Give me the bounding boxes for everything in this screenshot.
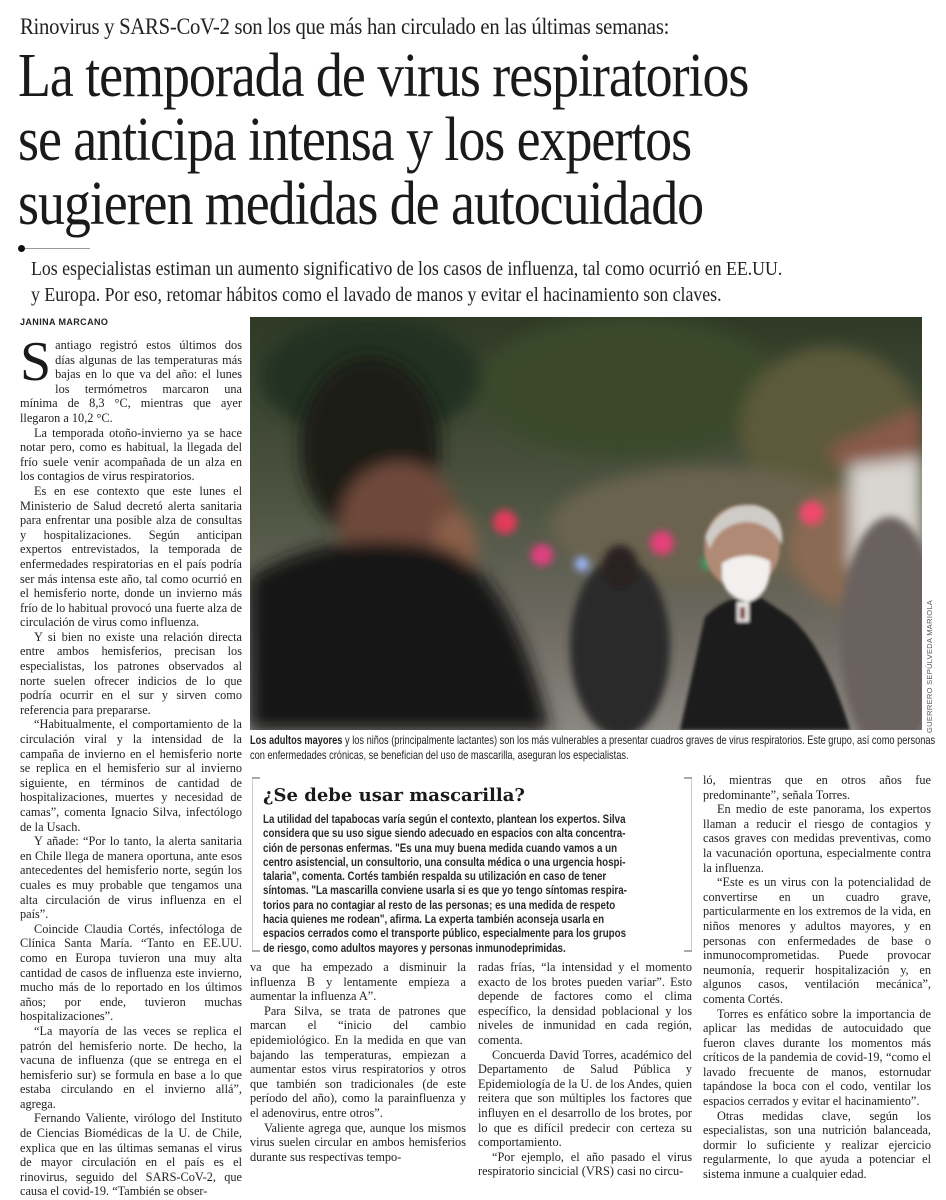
sidebar-body <box>263 812 687 955</box>
paragraph: va que ha empezado a disminuir la influenza B y lentamente empieza a aumentar la influenza A”. <box>250 960 466 1004</box>
paragraph: radas frías, “la intensidad y el momento exacto de los brotes pueden variar”. Esto depende de factores como el clima específico, la densidad poblacional y los niveles de inmunidad en cada región, comenta. <box>478 960 692 1047</box>
kicker: Rinovirus y SARS-CoV-2 son los que más han circulado en las últimas semanas: <box>20 14 670 39</box>
paragraph: Coincide Claudia Cortés, infectóloga de Clínica Santa María. “Tanto en EE.UU. como en Europa tuvieron una muy alta cantidad de casos de influenza este invierno, mucho más de lo reportado en los últimos años; por ende, tuvieron muchas hospitalizaciones”. <box>20 921 242 1024</box>
headline-line: La temporada de virus respiratorios <box>18 42 749 110</box>
paragraph: Concuerda David Torres, académico del Departamento de Salud Pública y Epidemiología de la U. de los Andes, quien reitera que son múltiples los factores que influyen en el desarrollo de los brotes, por lo que es difícil predecir con certeza su comportamiento. <box>478 1047 692 1150</box>
divider <box>25 248 90 249</box>
sidebar-line: síntomas. "La mascarilla conviene usarla si es que yo tengo síntomas respira- <box>263 883 627 898</box>
paragraph: En medio de este panorama, los expertos llaman a reducir el riesgo de contagios y casos graves con medidas preventivas, como la vacunación oportuna, especialmente contra la influenza. <box>703 802 931 875</box>
caption-lead: Los adultos mayores <box>250 733 343 747</box>
paragraph: Es en ese contexto que este lunes el Ministerio de Salud decretó alerta sanitaria para enfrentar una posible alza de consultas y hospitalizaciones. Según anticipan expertos entrevistados, la temporada de enfermedades respiratorias en el país podría ser más intensa este año, tal como ocurrió en el hemisferio norte, donde un invierno más frío de lo habitual provocó una fuerte alza de circulación de virus como influenza. <box>20 483 242 630</box>
body-column-2 <box>250 960 466 1164</box>
photo-illustration <box>250 317 922 730</box>
corner-mark <box>252 950 260 952</box>
deck-line: Los especialistas estiman un aumento significativo de los casos de influenza, tal como ocurrió en EE.UU. <box>31 258 783 280</box>
sidebar-line: La utilidad del tapabocas varía según el contexto, plantean los expertos. Silva <box>263 812 626 826</box>
sidebar-line: espacios cerrados como el transporte público, especialmente para los grupos <box>263 926 627 941</box>
corner-mark <box>252 777 260 779</box>
headline-line: sugieren medidas de autocuidado <box>18 170 704 238</box>
photo-caption <box>250 733 935 763</box>
deck <box>31 256 939 308</box>
paragraph: Para Silva, se trata de patrones que marcan el “inicio del cambio epidemiológico. En la medida en que van bajando las temperaturas, empiezan a aumentar estos virus respiratorios y otros que también son tradicionales (de este período del año), como la parainfluenza y el adenovirus, entre otros”. <box>250 1003 466 1120</box>
paragraph: Torres es enfático sobre la importancia de aplicar las medidas de autocuidado que fueron claves durante los momentos más críticos de la pandemia de covid-19, “como el lavado frecuente de manos, estornudar tapándose la boca con el codo, ventilar los espacios cerrados y evitar el hacinamiento”. <box>703 1006 931 1109</box>
caption-text: y los niños (principalmente lactantes) son los más vulnerables a presentar cuadros graves de virus respiratorios. Este grupo, así como personas con enfermedades crónicas, se benefician del uso de mascarilla, aseguran los especialistas. <box>250 733 936 762</box>
paragraph: “Por ejemplo, el año pasado el virus respiratorio sincicial (VRS) casi no circu- <box>478 1149 692 1179</box>
paragraph: Valiente agrega que, aunque los mismos virus suelen circular en ambos hemisferios durante sus respectivas tempo- <box>250 1120 466 1164</box>
headline-line: se anticipa intensa y los expertos <box>18 106 692 174</box>
paragraph: “La mayoría de las veces se replica el patrón del hemisferio norte. De hecho, la vacuna de influenza (que se entrega en el hemisferio sur) se formula en base a lo que estaba circulando en el invierno allá”, agrega. <box>20 1023 242 1111</box>
byline: JANINA MARCANO <box>20 317 109 327</box>
drop-cap: S <box>20 331 52 393</box>
body-column-3 <box>478 960 692 1179</box>
photo-credit: GUERRERO SEPÚLVEDA MARIOLA <box>925 599 934 733</box>
body-column-1 <box>20 331 242 1199</box>
paragraph: Y añade: “Por lo tanto, la alerta sanitaria en Chile llega de manera oportuna, ante esos antecedentes del hemisferio norte, según los cuales es muy probable que tengamos una alta circulación de virus influenza en el país”. <box>20 834 242 922</box>
paragraph: Fernando Valiente, virólogo del Instituto de Ciencias Biomédicas de la U. de Chile, explica que en las últimas semanas el virus de mayor circulación en el país es el rinovirus, seguido del SARS-CoV-2, que causa el covid-19. “También se obser- <box>20 1111 242 1199</box>
sidebar-line: de riesgo, como adultos mayores y personas inmunodeprimidas. <box>263 940 566 955</box>
headline <box>18 44 888 236</box>
paragraph: “Habitualmente, el comportamiento de la circulación viral y la intensidad de la campaña de invierno en el hemisferio norte se replica en el hemisferio sur al invierno siguiente, en términos de cantidad de hospitalizaciones, muertes y necesidad de camas”, comenta Ignacio Silva, infectólogo de la Usach. <box>20 717 242 834</box>
sidebar-box <box>252 777 692 955</box>
bullet-dot-icon <box>18 245 25 252</box>
sidebar-line: talaria", comenta. Cortés también respalda su utilización en caso de tener <box>263 869 607 884</box>
paragraph: Santiago registró estos últimos dos días algunas de las temperaturas más bajas en lo que va del año: el lunes los termómetros marcaron una mínima de 8,3 °C, mientras que ayer llegaron a 10,2 °C. <box>20 331 242 425</box>
sidebar-title: ¿Se debe usar mascarilla? <box>263 785 525 806</box>
paragraph: Otras medidas clave, según los especialistas, son una nutrición balanceada, dormir lo suficiente y realizar ejercicio regularmente, lo que ayuda a potenciar el sistema inmune a cualquier edad. <box>703 1108 931 1182</box>
body-column-4 <box>703 773 931 1182</box>
sidebar-line: torios para no contagiar al resto de las personas; es una medida de respeto <box>263 897 616 912</box>
paragraph: ló, mientras que en otros años fue predominante”, señala Torres. <box>703 773 931 802</box>
sidebar-line: considera que su uso sigue siendo adecuado en espacios con alta concentra- <box>263 826 626 841</box>
sidebar-line: hacia quienes me rodean", afirma. La experta también aconseja usarla en <box>263 912 605 927</box>
paragraph: Y si bien no existe una relación directa entre ambos hemisferios, precisan los especialistas, los patrones observados al norte suelen ofrecer indicios de lo que podría ocurrir en el sur y sirven como referencia para prepararse. <box>20 629 242 717</box>
sidebar-line: centro asistencial, un consultorio, una consulta médica o una urgencia hospi- <box>263 854 626 869</box>
news-photo <box>250 317 922 730</box>
corner-mark <box>684 777 692 779</box>
sidebar-line: ción de personas enfermas. "Es una muy buena medida cuando vamos a un <box>263 840 618 855</box>
deck-line: y Europa. Por eso, retomar hábitos como el lavado de manos y evitar el hacinamiento son claves. <box>31 284 722 306</box>
paragraph: “Este es un virus con la potencialidad de convertirse en un cuadro grave, particularmente en los extremos de la vida, en niños menores y adultos mayores, y en personas con enfermedades de base o inmunocomprometidas. Puede provocar neumonía, requerir hospitalización y, en algunos casos, ventilación mecánica”, comenta Cortés. <box>703 875 931 1006</box>
paragraph: La temporada otoño-invierno ya se hace notar pero, como es habitual, la llegada del frío suele venir acompañada de un alza en los contagios de virus respiratorios. <box>20 425 242 484</box>
